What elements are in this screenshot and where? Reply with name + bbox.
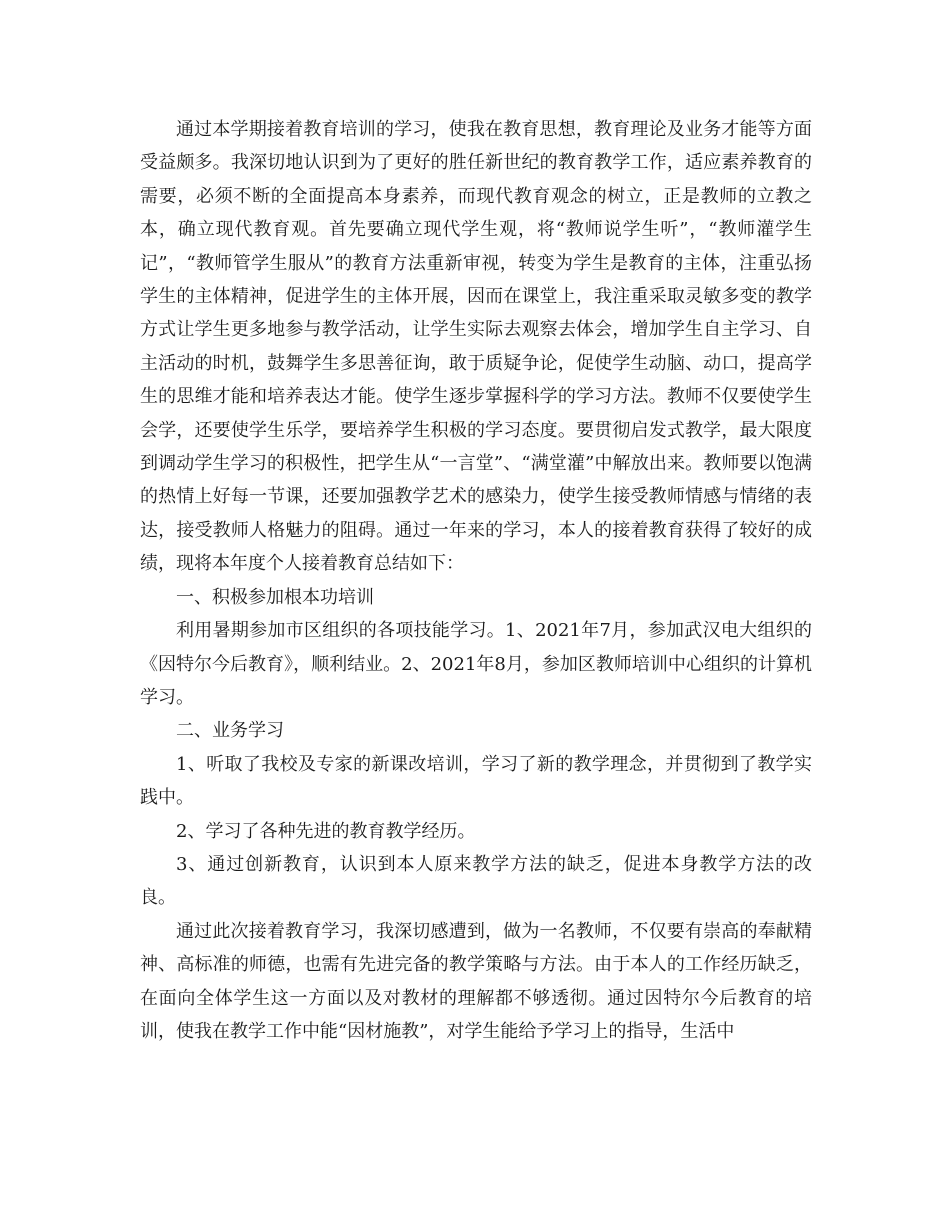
list-item-3: 3、通过创新教育，认识到本人原来教学方法的缺乏，促进本身教学方法的改良。 (140, 853, 812, 909)
list-item-1: 1、听取了我校及专家的新课改培训，学习了新的教学理念，并贯彻到了教学实践中。 (140, 753, 812, 809)
heading-section-1: 一、积极参加根本功培训 (176, 586, 374, 608)
document-body (140, 113, 812, 1048)
list-item-2: 2、学习了各种先进的教育教学经历。 (176, 820, 476, 842)
heading-section-2: 二、业务学习 (176, 720, 284, 742)
paragraph-section-1: 利用暑期参加市区组织的各项技能学习。1、2021年7月，参加武汉电大组织的《因特尔今后教育》，顺利结业。2、2021年8月，参加区教师培训中心组织的计算机学习。 (140, 620, 812, 708)
paragraph-intro: 通过本学期接着教育培训的学习，使我在教育思想，教育理论及业务才能等方面受益颇多。我深切地认识到为了更好的胜任新世纪的教育教学工作，适应素养教育的需要，必须不断的全面提高本身素养，而现代教育观念的树立，正是教师的立教之本，确立现代教育观。首先要确立现代学生观，将“教师说学生听”，“教师灌学生记”，“教师管学生服从”的教育方法重新审视，转变为学生是教育的主体，注重弘扬学生的主体精神，促进学生的主体开展，因而在课堂上，我注重采取灵敏多变的教学方式让学生更多地参与教学活动，让学生实际去观察去体会，增加学生自主学习、自主活动的时机，鼓舞学生多思善征询，敢于质疑争论，促使学生动脑、动口，提高学生的思维才能和培养表达才能。使学生逐步掌握科学的学习方法。教师不仅要使学生会学，还要使学生乐学，要培养学生积极的学习态度。要贯彻启发式教学，最大限度到调动学生学习的积极性，把学生从“一言堂”、“满堂灌”中解放出来。教师要以饱满的热情上好每一节课，还要加强教学艺术的感染力，使学生接受教师情感与情绪的表达，接受教师人格魅力的阻碍。通过一年来的学习，本人的接着教育获得了较好的成绩，现将本年度个人接着教育总结如下： (140, 119, 812, 575)
paragraph-conclusion: 通过此次接着教育学习，我深切感遭到，做为一名教师，不仅要有崇高的奉献精神、高标准的师德，也需有先进完备的教学策略与方法。由于本人的工作经历缺乏，在面向全体学生这一方面以及对教材的理解都不够透彻。通过因特尔今后教育的培训，使我在教学工作中能“因材施教”，对学生能给予学习上的指导，生活中 (140, 920, 812, 1042)
